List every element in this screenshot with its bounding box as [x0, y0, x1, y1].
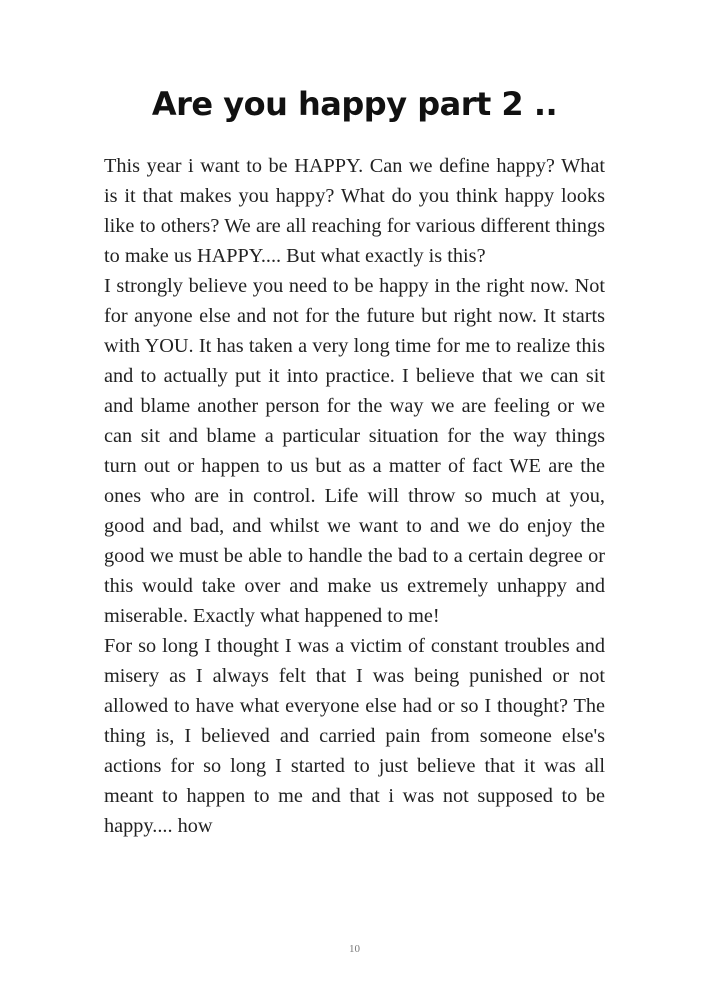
body-text — [104, 151, 605, 841]
paragraph-1: This year i want to be HAPPY. Can we define happy? What is it that makes you happy? What do you think happy looks like to others? We are all reaching for various different things to make us HAPPY.... But what exactly is this? — [104, 155, 605, 267]
paragraph-3: For so long I thought I was a victim of constant troubles and misery as I always felt that I was being punished or not allowed to have what everyone else had or so I thought? The thing is, I believed and carried pain from someone else's actions for so long I started to just believe that it was all meant to happen to me and that i was not supposed to be happy.... how — [104, 635, 605, 837]
paragraph-2: I strongly believe you need to be happy in the right now. Not for anyone else and not for the future but right now. It starts with YOU. It has taken a very long time for me to realize this and to actually put it into practice. I believe that we can sit and blame another person for the way we are feeling or we can sit and blame a particular situation for the way things turn out or happen to us but as a matter of fact WE are the ones who are in control. Life will throw so much at you, good and bad, and whilst we want to and we do enjoy the good we must be able to handle the bad to a certain degree or this would take over and make us extremely unhappy and miserable. Exactly what happened to me! — [104, 275, 605, 627]
page-number: 10 — [349, 943, 360, 955]
page-title: Are you happy part 2 .. — [151, 85, 558, 123]
